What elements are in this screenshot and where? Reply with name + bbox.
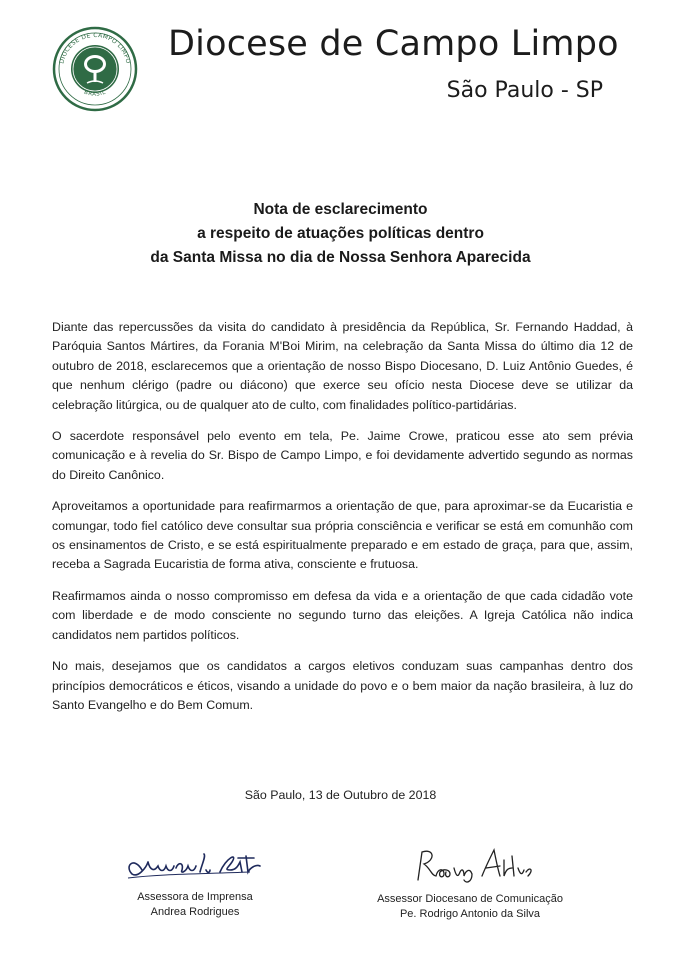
- handwritten-signature-andrea: [120, 848, 270, 882]
- diocese-seal-logo: [52, 26, 138, 112]
- paragraph-1: Diante das repercussões da visita do candidato à presidência da República, Sr. Fernando Haddad, à Paróquia Santos Mártires, da Forania M'Boi Mirim, na celebração da Santa Missa do último dia 12 de outubro de 2018, esclarecemos que a orientação de nosso Bispo Diocesano, D. Luiz Antônio Guedes, é que nenhum clérigo (padre ou diácono) que exerce seu ofício nesta Diocese deve se utilizar da celebração litúrgica, ou de qualquer ato de culto, com finalidades político-partidárias.: [52, 320, 633, 412]
- dateline: São Paulo, 13 de Outubro de 2018: [244, 788, 437, 802]
- signature-block-communication: [355, 846, 585, 922]
- diocese-location: São Paulo - SP: [446, 78, 603, 103]
- paragraph-3: Aproveitamos a oportunidade para reafirmarmos a orientação de que, para aproximar-se da Eucaristia e comungar, todo fiel católico deve consultar sua própria consciência e verificar se está em comunhão com os ensinamentos de Cristo, e se está espiritualmente preparado e em estado de graça, para que, assim, receba a Sagrada Eucaristia de forma ativa, consciente e frutuosa.: [52, 499, 633, 572]
- signatory-name: Pe. Rodrigo Antonio da Silva: [399, 908, 541, 920]
- signature-block-press: [95, 848, 295, 920]
- title-line-3: da Santa Missa no dia de Nossa Senhora Aparecida: [150, 249, 531, 266]
- signatory-role: Assessor Diocesano de Comunicação: [377, 893, 563, 905]
- document-title: [0, 198, 681, 270]
- title-line-1: Nota de esclarecimento: [253, 201, 428, 218]
- handwritten-signature-rodrigo: [400, 846, 540, 886]
- signatory-name: Andrea Rodrigues: [150, 906, 240, 918]
- paragraph-5: No mais, desejamos que os candidatos a cargos eletivos conduzam suas campanhas dentro dos princípios democráticos e éticos, visando a unidade do povo e o bem maior da nação brasileira, à luz do Santo Evangelho e do Bem Comum.: [52, 659, 633, 712]
- document-body: [52, 318, 633, 727]
- diocese-name: Diocese de Campo Limpo: [168, 24, 619, 64]
- svg-text:DIOCESE DE CAMPO LIMPO: DIOCESE DE CAMPO LIMPO: [58, 31, 132, 65]
- signatory-role: Assessora de Imprensa: [137, 891, 253, 903]
- paragraph-2: O sacerdote responsável pelo evento em tela, Pe. Jaime Crowe, praticou esse ato sem prévia comunicação e à revelia do Sr. Bispo de Campo Limpo, e foi devidamente advertido segundo as normas do Direito Canônico.: [52, 429, 633, 482]
- svg-text:BRASIL: BRASIL: [83, 89, 107, 98]
- title-line-2: a respeito de atuações políticas dentro: [197, 225, 484, 242]
- paragraph-4: Reafirmamos ainda o nosso compromisso em defesa da vida e a orientação de que cada cidadão vote com liberdade e de modo consciente no segundo turno das eleições. A Igreja Católica não indica candidatos nem partidos políticos.: [52, 588, 633, 642]
